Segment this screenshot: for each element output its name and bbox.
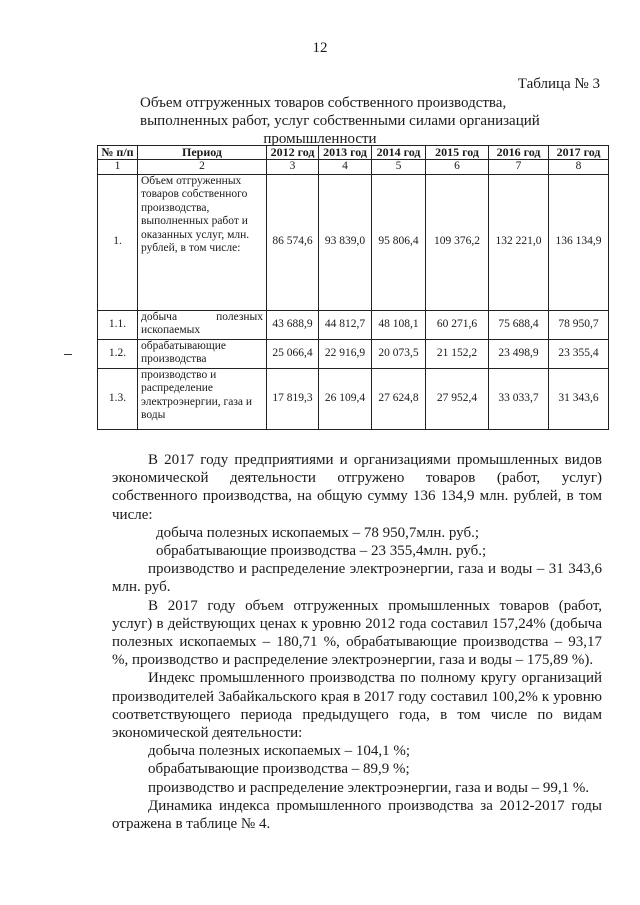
table-label: Таблица № 3 — [517, 76, 600, 92]
table-row — [98, 310, 609, 339]
table-row — [98, 339, 609, 368]
list-item: производство и распределение электроэнергии, газа и воды – 31 343,6 млн. руб. — [112, 561, 602, 596]
table-row — [98, 174, 609, 310]
title-line: промышленности — [263, 131, 377, 147]
row-value: 33 033,7 — [489, 368, 549, 429]
header-num: № п/п — [98, 146, 138, 160]
row-value: 20 073,5 — [372, 339, 426, 368]
column-index: 7 — [489, 160, 549, 175]
data-table — [97, 145, 609, 430]
list-item: добыча полезных ископаемых – 104,1 %; — [148, 743, 411, 760]
column-index-row — [98, 160, 609, 175]
body-text — [112, 451, 602, 833]
row-name: обрабатывающие производства — [138, 339, 267, 368]
header-year: 2014 год — [372, 146, 426, 160]
row-value: 23 498,9 — [489, 339, 549, 368]
row-name: производство и распределение электроэнергии, газа и воды — [138, 368, 267, 429]
row-value: 93 839,0 — [319, 174, 372, 310]
row-value: 21 152,2 — [426, 339, 489, 368]
row-value: 25 066,4 — [267, 339, 319, 368]
row-value: 17 819,3 — [267, 368, 319, 429]
row-value: 136 134,9 — [549, 174, 609, 310]
row-value: 22 916,9 — [319, 339, 372, 368]
header-year: 2017 год — [549, 146, 609, 160]
header-year: 2016 год — [489, 146, 549, 160]
row-value: 78 950,7 — [549, 310, 609, 339]
table-title — [140, 94, 540, 148]
row-value: 109 376,2 — [426, 174, 489, 310]
column-index: 1 — [98, 160, 138, 175]
column-index: 8 — [549, 160, 609, 175]
row-value: 44 812,7 — [319, 310, 372, 339]
row-value: 27 624,8 — [372, 368, 426, 429]
paragraph: В 2017 году предприятиями и организациями промышленных видов экономической деятельности отгружено товаров (работ, услуг) собственного производства, на общую сумму 136 134,9 млн. рублей, в том числе: — [112, 452, 602, 523]
column-index: 6 — [426, 160, 489, 175]
paragraph: Динамика индекса промышленного производства за 2012-2017 годы отражена в таблице № 4. — [112, 797, 602, 833]
paragraph: В 2017 году объем отгруженных промышленных товаров (работ, услуг) в действующих ценах к уровню 2012 года составил 157,24% (добыча полезных ископаемых – 180,71 %, обрабатывающие производства – 93,17 %, производство и распределение электроэнергии, газа и воды – 175,89 %). — [112, 597, 602, 669]
row-value: 43 688,9 — [267, 310, 319, 339]
column-index: 5 — [372, 160, 426, 175]
row-name: Объем отгруженных товаров собственного производства, выполненных работ и оказанных услуг, млн. рублей, в том числе: — [138, 174, 267, 310]
list-item: обрабатывающие производства – 89,9 %; — [148, 761, 410, 778]
row-number: 1.2. — [98, 339, 138, 368]
row-value: 95 806,4 — [372, 174, 426, 310]
title-line: выполненных работ, услуг собственными силами организаций — [140, 113, 540, 129]
row-value: 132 221,0 — [489, 174, 549, 310]
column-index: 2 — [138, 160, 267, 175]
title-line: Объем отгруженных товаров собственного производства, — [140, 95, 507, 111]
row-number: 1.1. — [98, 310, 138, 339]
page-number: 12 — [312, 40, 328, 56]
row-value: 75 688,4 — [489, 310, 549, 339]
header-year: 2012 год — [267, 146, 319, 160]
row-value: 23 355,4 — [549, 339, 609, 368]
row-number: 1.3. — [98, 368, 138, 429]
header-year: 2013 год — [319, 146, 372, 160]
list-item: обрабатывающие производства – 23 355,4млн. руб.; — [156, 543, 487, 560]
row-value: 48 108,1 — [372, 310, 426, 339]
row-value: 31 343,6 — [549, 368, 609, 429]
paragraph: Индекс промышленного производства по полному кругу организаций производителей Забайкальского края в 2017 году составил 100,2% к уровню соответствующего периода предыдущего года, в том числе по видам экономической деятельности: — [112, 670, 602, 742]
list-item: добыча полезных ископаемых – 78 950,7млн. руб.; — [156, 524, 480, 541]
table-row — [98, 368, 609, 429]
column-index: 4 — [319, 160, 372, 175]
row-value: 26 109,4 — [319, 368, 372, 429]
row-name: добыча полезных ископаемых — [138, 310, 267, 339]
row-value: 27 952,4 — [426, 368, 489, 429]
margin-mark — [64, 354, 72, 355]
header-year: 2015 год — [426, 146, 489, 160]
list-item: производство и распределение электроэнергии, газа и воды – 99,1 %. — [148, 779, 590, 796]
row-number: 1. — [98, 174, 138, 310]
header-period: Период — [138, 146, 267, 160]
row-value: 60 271,6 — [426, 310, 489, 339]
column-index: 3 — [267, 160, 319, 175]
row-value: 86 574,6 — [267, 174, 319, 310]
